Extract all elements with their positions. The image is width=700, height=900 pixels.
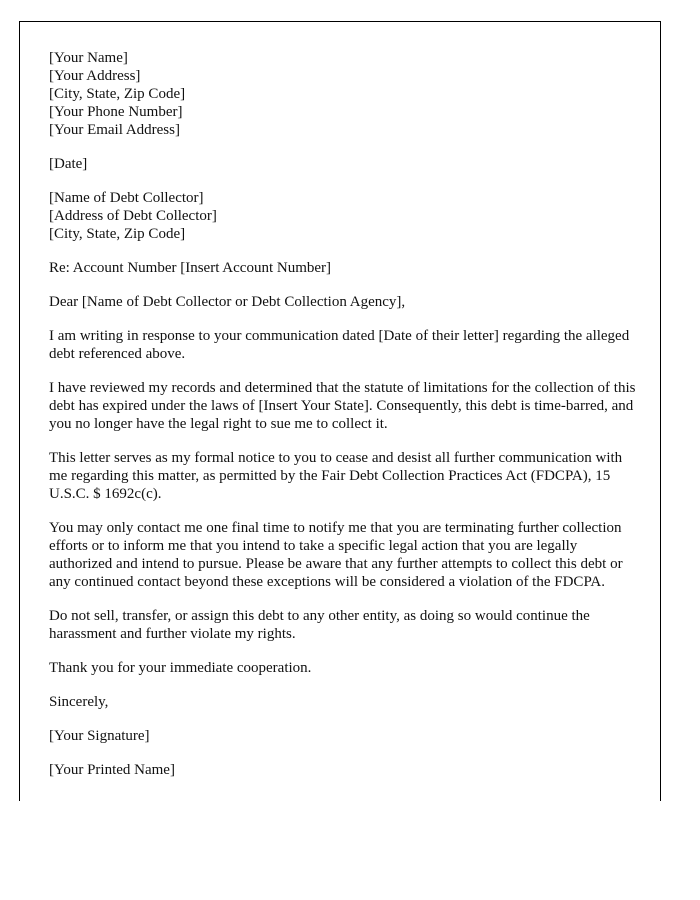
paragraph-statute: I have reviewed my records and determined that the statute of limitations for the collection of this debt has expired under the laws of [Insert Your State]. Consequently, this debt is time-barred, and you no longer have the legal right to sue me to collect it. [49, 380, 636, 432]
paragraph-no-transfer: Do not sell, transfer, or assign this debt to any other entity, as doing so would continue the harassment and further violate my rights. [49, 608, 590, 642]
sender-email: [Your Email Address] [49, 122, 180, 138]
closing: Sincerely, [49, 694, 109, 710]
recipient-block [49, 189, 641, 243]
sender-city-state-zip: [City, State, Zip Code] [49, 86, 186, 102]
letter-body [49, 49, 641, 795]
sender-phone: [Your Phone Number] [49, 104, 183, 120]
salutation: Dear [Name of Debt Collector or Debt Collection Agency], [49, 294, 406, 310]
paragraph-thanks: Thank you for your immediate cooperation. [49, 660, 312, 676]
sender-name: [Your Name] [49, 50, 128, 66]
sender-block [49, 49, 641, 139]
recipient-city-state-zip: [City, State, Zip Code] [49, 226, 186, 242]
sender-address: [Your Address] [49, 68, 141, 84]
signature: [Your Signature] [49, 728, 150, 744]
paragraph-cease-desist: This letter serves as my formal notice to you to cease and desist all further communication with me regarding this matter, as permitted by the Fair Debt Collection Practices Act (FDCPA), 15 U.S.C. $ 1692c(c). [49, 450, 623, 502]
letter-page [19, 21, 661, 801]
paragraph-response: I am writing in response to your communication dated [Date of their letter] regarding the alleged debt referenced above. [49, 328, 630, 362]
recipient-address: [Address of Debt Collector] [49, 208, 217, 224]
paragraph-final-contact: You may only contact me one final time to notify me that you are terminating further collection efforts or to inform me that you intend to take a specific legal action that you are legally authorized and intend to pursue. Please be aware that any further attempts to collect this debt or any continued contact beyond these exceptions will be considered a violation of the FDCPA. [49, 520, 623, 590]
recipient-name: [Name of Debt Collector] [49, 190, 204, 206]
printed-name: [Your Printed Name] [49, 762, 175, 778]
re-line: Re: Account Number [Insert Account Number] [49, 260, 332, 276]
letter-date: [Date] [49, 156, 88, 172]
